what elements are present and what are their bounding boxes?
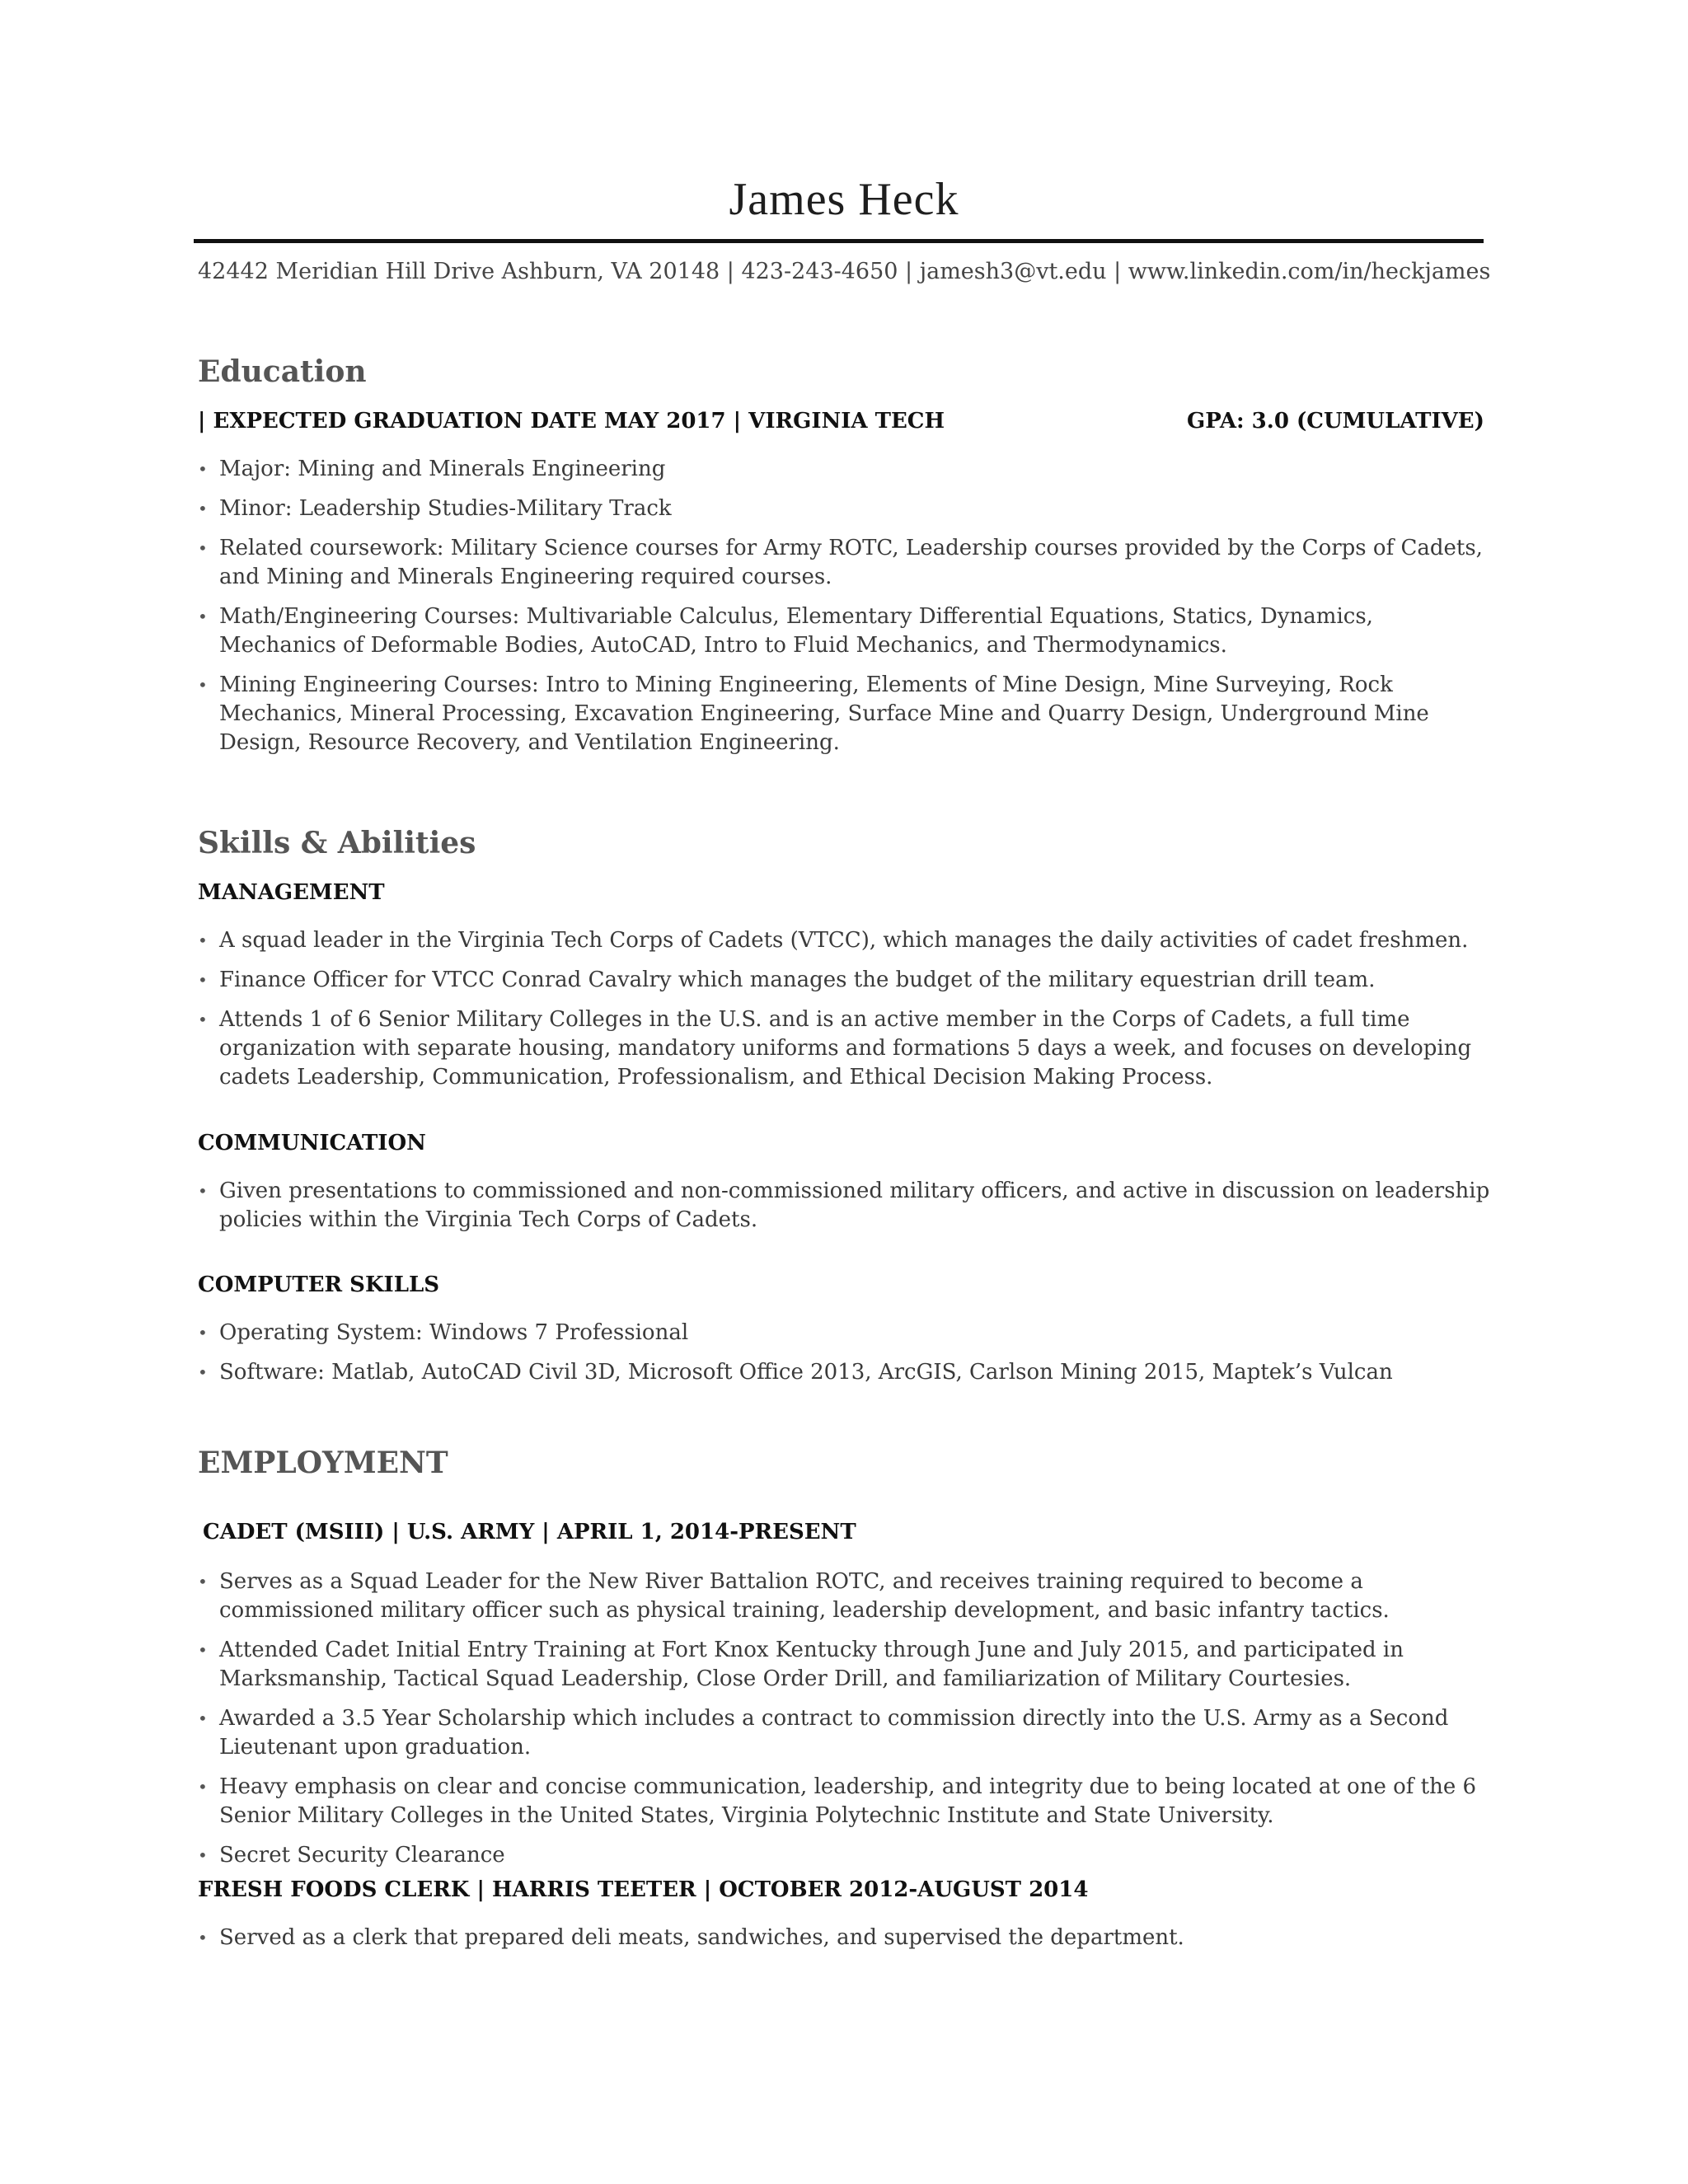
bullet-icon: • [198,970,208,990]
management-heading: MANAGEMENT [198,880,385,905]
list-item: • Serves as a Squad Leader for the New River Battalion ROTC, and receives training required to become a commissioned military officer such as physical training, leadership development, and basic infantry tactics. [198,1569,1390,1623]
list-item: • Software: Matlab, AutoCAD Civil 3D, Microsoft Office 2013, ArcGIS, Carlson Mining 2015, Maptek’s Vulcan [198,1358,1492,1387]
bullet-icon: • [198,459,208,479]
job1-heading: CADET (MSIII) | U.S. ARMY | APRIL 1, 2014-PRESENT [203,1520,856,1544]
list-item: • Related coursework: Military Science courses for Army ROTC, Leadership courses provided by the Corps of Cadets, and Mining and Minerals Engineering required courses. [198,536,1483,589]
list-item: • Math/Engineering Courses: Multivariable Calculus, Elementary Differential Equations, Statics, Dynamics, Mechanics of Deformable Bodies, AutoCAD, Intro to Fluid Mechanics, and Thermodynamics. [198,604,1373,658]
bullet-icon: • [198,1928,208,1947]
employment-title: EMPLOYMENT [198,1446,448,1480]
education-list [198,455,1492,768]
bullet-icon: • [198,1845,208,1865]
list-item: • Given presentations to commissioned and non-commissioned military officers, and active in discussion on leadership policies within the Virginia Tech Corps of Cadets. [198,1179,1490,1232]
bullet-icon: • [198,930,208,950]
list-item: • Attended Cadet Initial Entry Training at Fort Knox Kentucky through June and July 2015, and participated in Marksmanship, Tactical Squad Leadership, Close Order Drill, and familiarization of Military Courtesies. [198,1638,1404,1691]
computer-skills-heading: COMPUTER SKILLS [198,1272,440,1297]
bullet-icon: • [198,1181,208,1201]
bullet-icon: • [198,675,208,695]
bullet-icon: • [198,607,208,626]
bullet-icon: • [198,1708,208,1728]
bullet-icon: • [198,1362,208,1382]
communication-list [198,1177,1492,1245]
job2-list [198,1924,1492,1963]
bullet-icon: • [198,1640,208,1660]
list-item: • Attends 1 of 6 Senior Military Colleges in the U.S. and is an active member in the Corps of Cadets, a full time organization with separate housing, mandatory uniforms and formations 5 days a week, and focuses on developing cadets Leadership, Communication, Professionalism, and Ethical Decision Making Process. [198,1007,1472,1090]
education-subhead: | EXPECTED GRADUATION DATE MAY 2017 | VIRGINIA TECH [198,409,945,434]
bullet-icon: • [198,499,208,518]
list-item: • Awarded a 3.5 Year Scholarship which includes a contract to commission directly into the U.S. Army as a Second Lieutenant upon graduation. [198,1706,1449,1760]
job2-heading: FRESH FOODS CLERK | HARRIS TEETER | OCTOBER 2012-AUGUST 2014 [198,1877,1089,1902]
header-rule [194,239,1484,243]
bullet-icon: • [198,1323,208,1343]
management-list [198,926,1492,1103]
list-item: • Finance Officer for VTCC Conrad Cavalry which manages the budget of the military equestrian drill team. [198,966,1492,995]
skills-title: Skills & Abilities [198,826,476,860]
list-item: • Minor: Leadership Studies-Military Track [198,494,1492,523]
contact-line: 42442 Meridian Hill Drive Ashburn, VA 20148 | 423-243-4650 | jamesh3@vt.edu | www.linkedin.com/in/heckjames [198,259,1491,284]
bullet-icon: • [198,1572,208,1591]
education-title: Education [198,354,367,389]
list-item: • Mining Engineering Courses: Intro to Mining Engineering, Elements of Mine Design, Mine Surveying, Rock Mechanics, Mineral Processing, Excavation Engineering, Surface Mine and Quarry Design, Underground Mine Design, Resource Recovery, and Ventilation Engineering. [198,673,1429,755]
bullet-icon: • [198,1777,208,1797]
list-item: • Heavy emphasis on clear and concise communication, leadership, and integrity due to being located at one of the 6 Senior Military Colleges in the United States, Virginia Polytechnic Institute and State University. [198,1774,1477,1828]
bullet-icon: • [198,1010,208,1029]
list-item: • Served as a clerk that prepared deli meats, sandwiches, and supervised the department. [198,1924,1492,1952]
bullet-icon: • [198,538,208,558]
communication-heading: COMMUNICATION [198,1131,426,1155]
computer-skills-list [198,1319,1492,1398]
list-item: • Secret Security Clearance [198,1841,1492,1870]
job1-list [198,1568,1492,1881]
list-item: • Major: Mining and Minerals Engineering [198,455,1492,484]
list-item: • A squad leader in the Virginia Tech Corps of Cadets (VTCC), which manages the daily activities of cadet freshmen. [198,926,1492,955]
list-item: • Operating System: Windows 7 Professional [198,1319,1492,1347]
candidate-name: James Heck [729,174,959,225]
gpa: GPA: 3.0 (CUMULATIVE) [1187,409,1484,434]
